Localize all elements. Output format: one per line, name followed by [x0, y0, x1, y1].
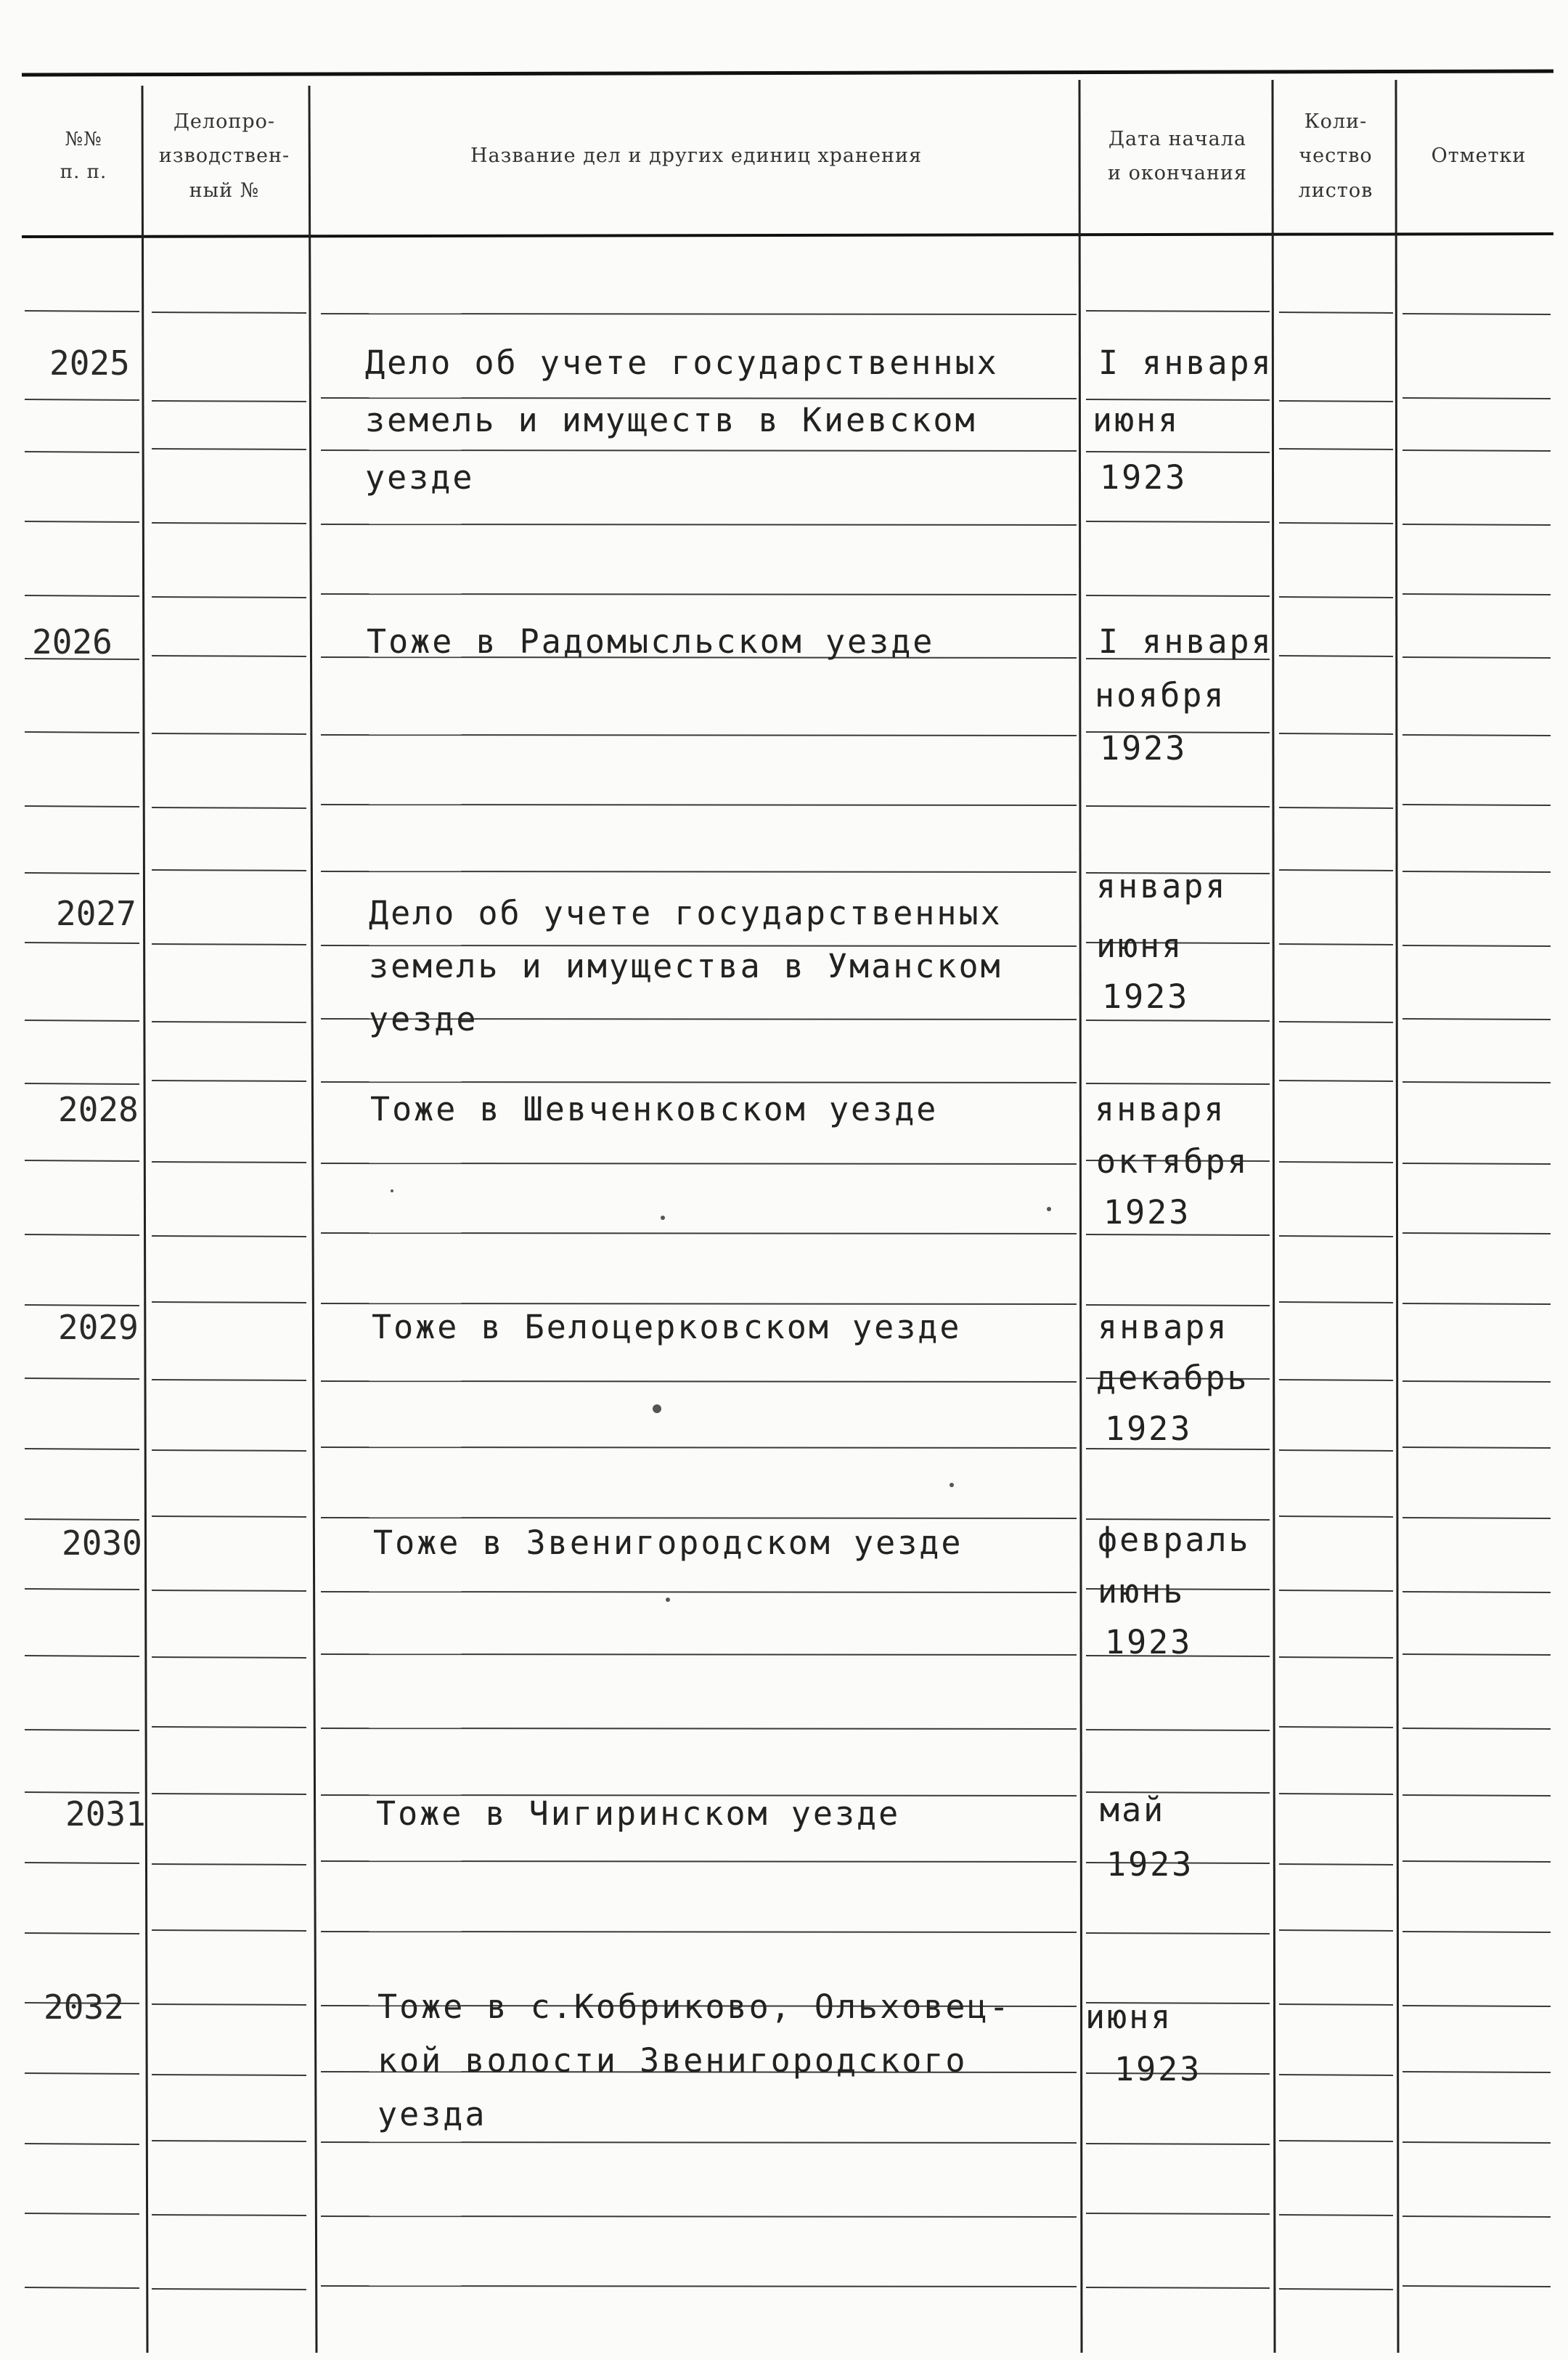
- top-rule: [22, 71, 1553, 75]
- row-rule: [25, 1589, 139, 1590]
- row-rule: [152, 1302, 306, 1303]
- date-line: 1923: [1114, 2050, 1202, 2088]
- row-rule: [152, 1450, 306, 1451]
- row-rule: [152, 870, 306, 871]
- row-rule: [25, 1020, 139, 1021]
- row-rule: [25, 732, 139, 733]
- row-rule: [321, 1861, 1077, 1862]
- header-file-name: [312, 80, 1080, 232]
- col-divider-2: [309, 86, 317, 2353]
- row-number: 2027: [56, 894, 136, 933]
- header-dates: [1082, 80, 1273, 232]
- row-rule: [152, 401, 306, 402]
- row-rule: [1279, 1864, 1393, 1865]
- row-rule: [25, 521, 139, 522]
- date-line: 1923: [1100, 729, 1188, 768]
- row-rule: [152, 312, 306, 313]
- date-line: 1923: [1102, 977, 1190, 1016]
- row-rule: [152, 1727, 306, 1728]
- date-line: I января: [1098, 343, 1273, 382]
- row-rule: [25, 1234, 139, 1235]
- row-rule: [1402, 1381, 1551, 1382]
- row-number: 2029: [58, 1308, 139, 1347]
- row-rule: [152, 1864, 306, 1865]
- row-rule: [1279, 1590, 1393, 1591]
- row-rule: [1402, 2286, 1551, 2287]
- row-rule: [152, 523, 306, 524]
- file-title-line: земель и имущества в Уманском: [369, 947, 1003, 985]
- date-line: 1923: [1106, 1845, 1194, 1884]
- row-rule: [25, 399, 139, 400]
- row-rule: [1279, 1516, 1393, 1517]
- row-rule: [1279, 312, 1393, 313]
- row-rule: [25, 1933, 139, 1934]
- header-count-line-3: листов: [1298, 179, 1373, 202]
- header-sheet-count: [1275, 80, 1397, 232]
- row-rule: [1086, 806, 1270, 807]
- file-title-line: уезде: [365, 458, 475, 497]
- row-rule: [1402, 398, 1551, 399]
- row-rule: [1279, 733, 1393, 734]
- row-rule: [1402, 524, 1551, 525]
- row-rule: [152, 1657, 306, 1658]
- row-rule: [152, 2004, 306, 2005]
- row-rule: [25, 1378, 139, 1379]
- row-rule: [1402, 1861, 1551, 1862]
- row-rule: [1402, 1163, 1551, 1164]
- row-rule: [321, 1163, 1077, 1164]
- row-number: 2026: [32, 622, 113, 662]
- row-rule: [1279, 2289, 1393, 2290]
- date-line: января: [1098, 1308, 1229, 1346]
- row-rule: [321, 1233, 1077, 1234]
- col-divider-4: [1273, 80, 1275, 2353]
- row-rule: [321, 1447, 1077, 1448]
- date-line: 1923: [1105, 1623, 1193, 1661]
- date-line: 1923: [1100, 458, 1188, 497]
- header-date-line-1: Дата начала: [1108, 127, 1246, 150]
- file-title-line: Тоже в Шевченковском уезде: [370, 1090, 939, 1128]
- row-rule: [1086, 1933, 1270, 1934]
- row-rule: [152, 1162, 306, 1163]
- date-line: февраль: [1098, 1521, 1251, 1559]
- row-rule: [1279, 807, 1393, 808]
- row-rule: [1279, 401, 1393, 402]
- row-rule: [321, 2216, 1077, 2217]
- header-count-line-2: чество: [1299, 145, 1373, 168]
- row-rule: [1402, 945, 1551, 946]
- row-rule: [1402, 2142, 1551, 2143]
- row-rule: [152, 1516, 306, 1517]
- row-rule: [1086, 311, 1270, 312]
- row-rule: [1279, 1162, 1393, 1163]
- row-rule: [321, 1654, 1077, 1655]
- row-rule: [152, 807, 306, 808]
- header-office-line-1: Делопро-: [173, 110, 275, 134]
- row-rule: [1402, 657, 1551, 658]
- row-rule: [25, 2287, 139, 2288]
- file-title-line: Тоже в Радомысльском уезде: [367, 622, 935, 661]
- header-row-number: [29, 80, 138, 232]
- row-rule: [321, 2286, 1077, 2287]
- header-notes: [1398, 80, 1559, 232]
- file-title-line: уезде: [369, 1000, 478, 1038]
- row-rule: [25, 806, 139, 807]
- header-notes-text: Отметки: [1431, 145, 1527, 168]
- row-rule: [1402, 1082, 1551, 1083]
- row-rule: [152, 944, 306, 945]
- row-rule: [1279, 1727, 1393, 1728]
- file-title-line: Дело об учете государственных: [365, 343, 999, 382]
- row-rule: [1086, 521, 1270, 522]
- row-number: 2028: [58, 1090, 139, 1129]
- row-rule: [1402, 1795, 1551, 1796]
- row-rule: [1402, 1019, 1551, 1020]
- row-rule: [1279, 870, 1393, 871]
- row-rule: [1402, 1728, 1551, 1729]
- date-line: ноября: [1095, 676, 1226, 715]
- date-line: января: [1095, 1090, 1226, 1128]
- row-rule: [1279, 944, 1393, 945]
- row-rule: [321, 524, 1077, 525]
- date-line: декабрь: [1096, 1359, 1249, 1397]
- file-title-line: Тоже в Звенигородском уезде: [373, 1523, 963, 1562]
- file-title-line: кой волости Звенигородского: [377, 2041, 968, 2080]
- date-line: I января: [1098, 622, 1273, 661]
- file-title-line: Тоже в Белоцерковском уезде: [372, 1308, 962, 1346]
- row-rule: [152, 2289, 306, 2290]
- file-title-line: Тоже в Чигиринском уезде: [376, 1794, 901, 1833]
- row-rule: [1402, 450, 1551, 451]
- row-number: 2030: [62, 1523, 142, 1563]
- file-title-line: Дело об учете государственных: [369, 894, 1003, 932]
- row-rule: [152, 1930, 306, 1931]
- date-line: июня: [1085, 1998, 1173, 2036]
- row-rule: [152, 733, 306, 734]
- row-rule: [25, 873, 139, 874]
- row-rule: [321, 594, 1077, 595]
- header-date-line-2: и окончания: [1108, 162, 1247, 184]
- row-rule: [321, 871, 1077, 872]
- col-divider-1: [142, 86, 147, 2353]
- row-number: 2032: [44, 1987, 124, 2027]
- row-rule: [25, 311, 139, 312]
- row-rule: [1402, 1654, 1551, 1655]
- row-rule: [152, 597, 306, 598]
- row-rule: [1402, 594, 1551, 595]
- row-rule: [1402, 1303, 1551, 1304]
- header-num-line-2: п. п.: [60, 161, 107, 183]
- header-office-number: [144, 80, 305, 232]
- date-line: 1923: [1105, 1409, 1193, 1448]
- row-rule: [1402, 2216, 1551, 2217]
- row-rule: [321, 1728, 1077, 1729]
- row-rule: [1086, 2213, 1270, 2214]
- date-line: октября: [1096, 1142, 1249, 1181]
- row-rule: [1279, 597, 1393, 598]
- col-divider-3: [1079, 80, 1082, 2353]
- row-rule: [25, 595, 139, 596]
- row-rule: [25, 1160, 139, 1161]
- row-rule: [152, 1236, 306, 1237]
- row-rule: [1279, 1302, 1393, 1303]
- row-rule: [321, 2142, 1077, 2143]
- date-line: июнь: [1098, 1572, 1185, 1611]
- row-rule: [1402, 735, 1551, 736]
- row-rule: [1279, 523, 1393, 524]
- date-line: июня: [1096, 927, 1184, 965]
- row-rule: [1086, 595, 1270, 596]
- file-title-line: уезда: [377, 2095, 487, 2133]
- row-number: 2025: [49, 343, 130, 383]
- header-bottom-rule: [22, 234, 1553, 237]
- row-rule: [25, 2073, 139, 2074]
- row-rule: [1402, 871, 1551, 872]
- row-rule: [25, 2213, 139, 2214]
- row-rule: [152, 1590, 306, 1591]
- row-rule: [1279, 1657, 1393, 1658]
- header-office-line-2: изводствен-: [158, 145, 290, 168]
- date-line: 1923: [1103, 1193, 1191, 1232]
- row-rule: [321, 1381, 1077, 1382]
- row-rule: [1402, 1233, 1551, 1234]
- row-rule: [1279, 2004, 1393, 2005]
- row-number: 2031: [65, 1794, 146, 1834]
- row-rule: [1086, 2287, 1270, 2288]
- row-rule: [321, 735, 1077, 736]
- row-rule: [1279, 1236, 1393, 1237]
- file-title-line: Тоже в с.Кобриково, Ольховец-: [377, 1987, 1011, 2026]
- header-name-text: Название дел и других единиц хранения: [470, 145, 923, 168]
- row-rule: [1279, 1450, 1393, 1451]
- date-line: май: [1100, 1791, 1166, 1829]
- header-count-line-1: Коли-: [1304, 110, 1368, 134]
- date-line: января: [1096, 867, 1228, 906]
- row-rule: [1279, 1930, 1393, 1931]
- file-title-line: земель и имуществ в Киевском: [365, 401, 977, 439]
- date-line: июня: [1093, 401, 1180, 439]
- header-office-line-3: ный №: [189, 179, 260, 202]
- col-divider-5: [1396, 80, 1398, 2353]
- row-rule: [1402, 1447, 1551, 1448]
- header-num-line-1: №№: [65, 128, 102, 150]
